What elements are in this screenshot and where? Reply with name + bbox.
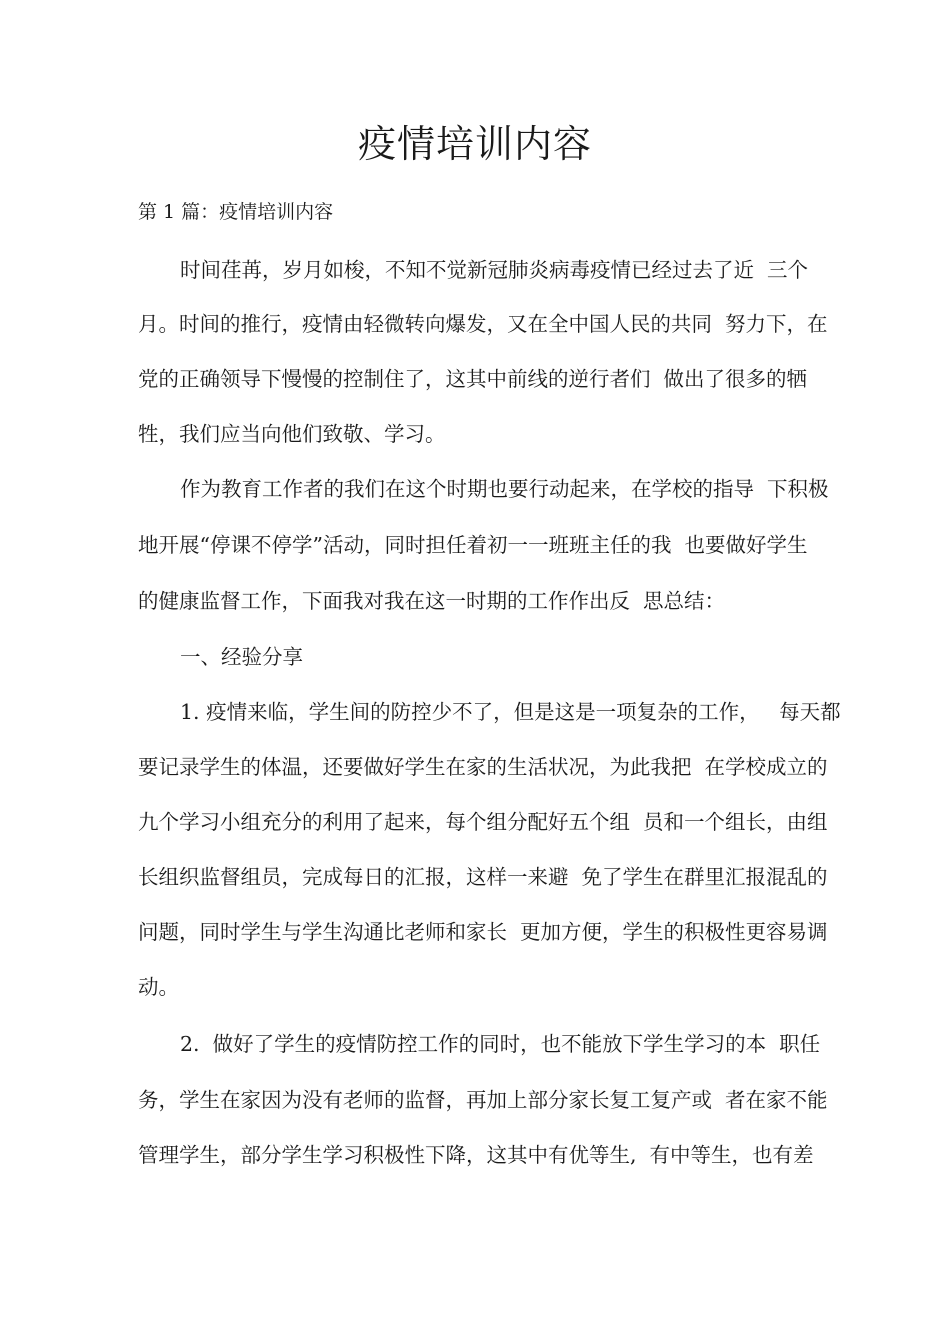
paragraph-line: 地开展“停课不停学”活动，同时担任着初一一班班主任的我 也要做好学生 [138, 533, 808, 557]
paragraph-line: 1. 疫情来临，学生间的防控少不了，但是这是一项复杂的工作， 每天都 [180, 700, 841, 724]
paragraph-line: 问题，同时学生与学生沟通比老师和家长 更加方便，学生的积极性更容易调 [138, 920, 828, 944]
paragraph-line: 党的正确领导下慢慢的控制住了，这其中前线的逆行者们 做出了很多的牺 [138, 367, 808, 391]
paragraph-line: 的健康监督工作，下面我对我在这一时期的工作作出反 思总结： [138, 589, 726, 613]
paragraph-line: 务，学生在家因为没有老师的监督，再加上部分家长复工复产或 者在家不能 [138, 1088, 828, 1112]
paragraph-line: 动。 [138, 975, 179, 999]
paragraph-line: 月。时间的推行，疫情由轻微转向爆发，又在全中国人民的共同 努力下，在 [138, 312, 828, 336]
paragraph-line: 作为教育工作者的我们在这个时期也要行动起来，在学校的指导 下积极 [180, 477, 829, 501]
paragraph-line: 管理学生，部分学生学习积极性下降，这其中有优等生, 有中等生，也有差 [138, 1143, 814, 1167]
paragraph-line: 长组织监督组员，完成每日的汇报，这样一来避 免了学生在群里汇报混乱的 [138, 865, 828, 889]
paragraph-line: 时间荏苒，岁月如梭，不知不觉新冠肺炎病毒疫情已经过去了近 三个 [180, 258, 809, 282]
paragraph-line: 2. 做好了学生的疫情防控工作的同时，也不能放下学生学习的本 职任 [180, 1032, 821, 1056]
paragraph-line: 要记录学生的体温，还要做好学生在家的生活状况，为此我把 在学校成立的 [138, 755, 828, 779]
paragraph-line: 九个学习小组充分的利用了起来，每个组分配好五个组 员和一个组长，由组 [138, 810, 828, 834]
paragraph-line: 牲，我们应当向他们致敬、学习。 [138, 422, 446, 446]
document-subtitle: 第 1 篇：疫情培训内容 [138, 201, 334, 223]
document-title: 疫情培训内容 [357, 122, 592, 166]
section-heading: 一、经验分享 [180, 645, 303, 669]
